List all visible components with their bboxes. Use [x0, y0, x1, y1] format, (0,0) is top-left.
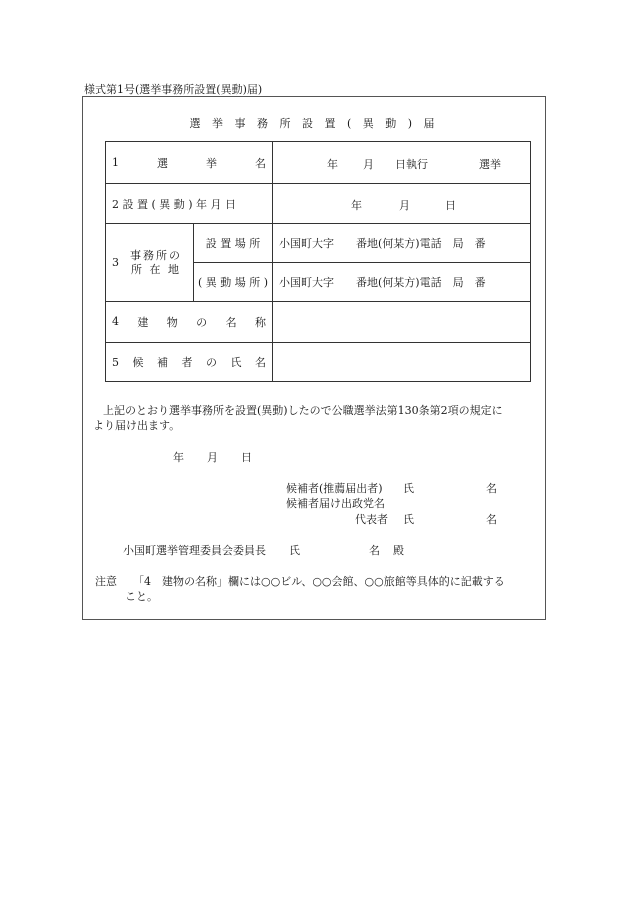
- addressee-title: 小国町選挙管理委員会委員長: [123, 544, 266, 557]
- representative-mei: 名: [486, 513, 497, 526]
- addressee-shi: 氏: [289, 544, 300, 557]
- candidate-shi: 氏: [403, 482, 414, 495]
- candidate-name-value[interactable]: [273, 343, 531, 382]
- date-label: 2 設 置 ( 異 動 ) 年 月 日: [106, 184, 273, 224]
- setup-place-label: 設 置 場 所: [194, 224, 273, 263]
- candidate-name-label: 5 候 補 者 の 氏 名: [106, 343, 273, 382]
- form-number-label: 様式第1号(選挙事務所設置(異動)届): [84, 83, 263, 96]
- date-day: 日: [241, 451, 252, 464]
- note-line2: こと。: [125, 590, 158, 603]
- date-month: 月: [207, 451, 218, 464]
- location-label: 3 事務所の 所 在 地: [106, 224, 194, 302]
- note-line1: 「4 建物の名称」欄には○○ビル、○○会館、○○旅館等具体的に記載する: [133, 575, 505, 588]
- representative-label: 代表者: [355, 513, 388, 526]
- document-title: 選 挙 事 務 所 設 置 ( 異 動 ) 届: [189, 117, 439, 130]
- table-row-date: [106, 184, 531, 224]
- table-row-election-name: [106, 142, 531, 184]
- table-row-building-name: [106, 301, 531, 342]
- representative-shi: 氏: [403, 513, 414, 526]
- table-row-candidate-name: [106, 343, 531, 382]
- statement-text: 上記のとおり選挙事務所を設置(異動)したので公職選挙法第130条第2項の規定に より届け出ます。: [93, 404, 503, 432]
- addressee-honorific: 殿: [393, 544, 404, 557]
- addressee-mei: 名: [369, 544, 380, 557]
- date-year: 年: [173, 451, 184, 464]
- table-row-location-setup: [106, 224, 531, 263]
- candidate-label: 候補者(推薦届出者): [286, 482, 383, 495]
- form-frame: [82, 96, 546, 620]
- candidate-mei: 名: [486, 482, 497, 495]
- date-value[interactable]: 年 月 日: [273, 184, 531, 224]
- setup-place-address[interactable]: 小国町大字 番地(何某方)電話 局 番: [273, 224, 531, 263]
- building-name-label: 4 建 物 の 名 称: [106, 301, 273, 342]
- party-label: 候補者届け出政党名: [286, 497, 385, 510]
- building-name-value[interactable]: [273, 301, 531, 342]
- change-place-address[interactable]: 小国町大字 番地(何某方)電話 局 番: [273, 263, 531, 302]
- registration-table: [105, 141, 531, 382]
- election-name-value[interactable]: 年 月 日執行 選挙: [273, 142, 531, 184]
- note-label: 注意: [95, 575, 117, 588]
- election-name-label: 1 選 挙 名: [106, 142, 273, 184]
- change-place-label: ( 異 動 場 所 ): [194, 263, 273, 302]
